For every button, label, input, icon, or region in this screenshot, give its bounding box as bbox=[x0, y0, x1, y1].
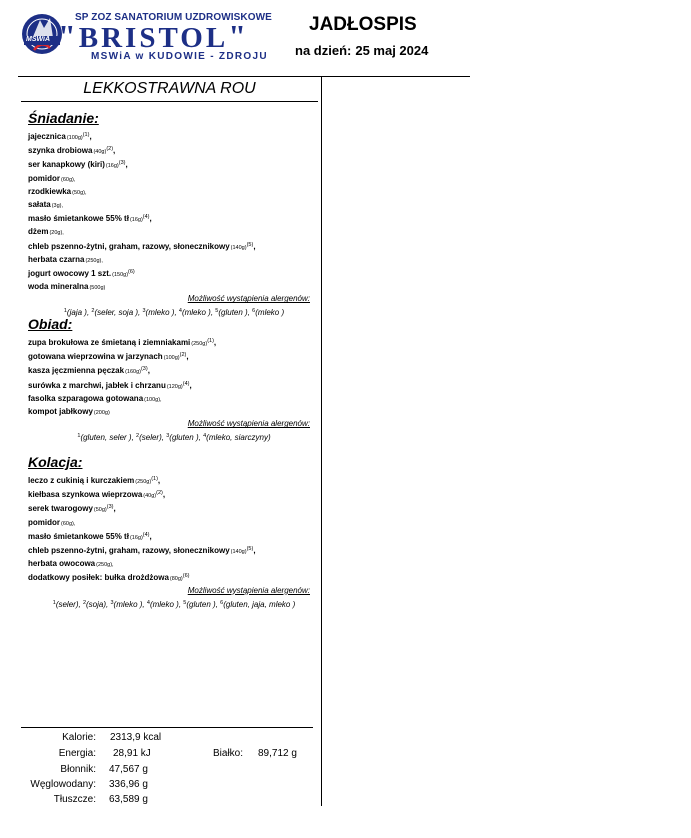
allergen-number: 1 bbox=[77, 433, 81, 440]
date-label: na dzień: bbox=[295, 43, 352, 58]
allergen-separator: , bbox=[142, 599, 147, 609]
column-divider bbox=[321, 76, 322, 806]
meal-section-breakfast bbox=[28, 110, 320, 319]
allergen-text: (mleko ) bbox=[255, 308, 285, 318]
item-separator: , bbox=[162, 490, 166, 500]
item-quantity: (16g) bbox=[105, 163, 119, 170]
allergen-text: (mleko ) bbox=[149, 599, 179, 609]
item-name: jogurt owocowy 1 szt. bbox=[28, 269, 112, 279]
item-name: zupa brokułowa ze śmietaną i ziemniakami bbox=[28, 338, 191, 347]
meal-item bbox=[28, 571, 320, 585]
item-name: gotowana wieprzowina w jarzynach bbox=[28, 352, 163, 362]
meal-item bbox=[28, 350, 320, 364]
item-name: chleb pszenno-żytni, graham, razowy, słonecznikowy bbox=[28, 241, 230, 251]
energy-value: 28,91 kJ bbox=[113, 748, 151, 759]
fiber-value: 47,567 g bbox=[109, 764, 148, 775]
item-quantity: (140g) bbox=[230, 244, 247, 251]
allergen-text: (gluten, seler ) bbox=[80, 433, 132, 443]
allergen-number: 3 bbox=[110, 599, 114, 606]
allergen-ref: (6) bbox=[128, 269, 135, 276]
energy-label: Energia: bbox=[58, 748, 96, 759]
item-name: herbata owocowa bbox=[28, 559, 96, 569]
document-title: JADŁOSPIS bbox=[309, 14, 417, 35]
meal-title: Śniadanie: bbox=[28, 110, 99, 126]
item-quantity: (40g) bbox=[93, 149, 107, 156]
header-divider bbox=[18, 76, 470, 77]
allergen-heading: Możliwość wystąpienia alergenów: bbox=[187, 585, 310, 595]
item-quantity: (40g) bbox=[143, 493, 157, 500]
allergen-number: 2 bbox=[91, 308, 95, 315]
meal-item bbox=[28, 558, 320, 571]
meal-item bbox=[28, 517, 320, 530]
item-name: dżem bbox=[28, 227, 49, 237]
item-name: masło śmietankowe 55% tł bbox=[28, 531, 129, 541]
allergen-separator: , bbox=[215, 599, 221, 609]
item-quantity: (500g) bbox=[89, 285, 106, 292]
meal-item bbox=[28, 406, 320, 419]
item-name: surówka z marchwi, jabłek i chrzanu bbox=[28, 380, 166, 390]
item-separator: , bbox=[253, 546, 256, 556]
item-name: chleb pszenno-żytni, graham, razowy, słonecznikowy bbox=[28, 546, 230, 556]
item-separator: , bbox=[186, 352, 189, 362]
meal-item bbox=[28, 544, 320, 558]
item-separator: , bbox=[125, 160, 128, 170]
meal-section-dinner bbox=[28, 454, 320, 611]
carbs-value: 336,96 g bbox=[109, 779, 148, 790]
item-name: woda mineralna bbox=[28, 282, 89, 292]
allergen-ref: (3) bbox=[118, 160, 126, 167]
allergen-text: (mleko ) bbox=[145, 308, 175, 318]
nutrition-divider bbox=[21, 727, 313, 728]
allergen-separator: , bbox=[174, 308, 179, 318]
item-separator: , bbox=[157, 476, 161, 485]
allergen-number: 2 bbox=[136, 433, 140, 440]
meal-item bbox=[28, 336, 320, 350]
meal-item bbox=[28, 173, 320, 186]
allergen-text: (soja) bbox=[86, 599, 107, 609]
allergen-number: 3 bbox=[166, 433, 170, 440]
organization-name: SP ZOZ SANATORIUM UZDROWISKOWE bbox=[75, 12, 272, 23]
item-quantity: (250g), bbox=[96, 562, 114, 569]
allergen-number: 6 bbox=[252, 308, 256, 315]
item-name: fasolka szparagowa gotowana bbox=[28, 393, 144, 403]
item-name: kasza jęczmienna pęczak bbox=[28, 366, 125, 376]
allergen-number: 6 bbox=[220, 599, 224, 606]
allergen-separator: , bbox=[86, 308, 92, 318]
allergen-ref: (5) bbox=[246, 546, 254, 553]
item-quantity: (150g) bbox=[112, 272, 129, 279]
item-quantity: (60g), bbox=[61, 176, 76, 183]
item-quantity: (16g) bbox=[129, 534, 143, 541]
brand-name bbox=[58, 20, 249, 54]
item-quantity: (50g) bbox=[93, 507, 107, 514]
item-name: sałata bbox=[28, 200, 51, 210]
fat-label: Tłuszcze: bbox=[53, 794, 96, 805]
meal-item bbox=[28, 364, 320, 378]
allergen-ref: (4) bbox=[182, 380, 190, 387]
item-quantity: (20g), bbox=[49, 230, 64, 237]
allergen-separator: , bbox=[247, 308, 253, 318]
meal-title: Obiad: bbox=[28, 316, 73, 332]
meal-item bbox=[28, 226, 320, 239]
allergen-ref: (1) bbox=[207, 338, 214, 344]
meal-item bbox=[28, 158, 320, 172]
allergen-number: 4 bbox=[146, 599, 150, 606]
meal-item bbox=[28, 186, 320, 199]
logo-text: MSWiA bbox=[26, 36, 51, 43]
allergen-text: (seler, soja ) bbox=[94, 308, 139, 318]
allergen-number: 5 bbox=[215, 308, 219, 315]
diet-name: LEKKOSTRAWNA ROU bbox=[83, 80, 256, 97]
allergen-list bbox=[28, 430, 320, 444]
item-separator: , bbox=[149, 214, 152, 224]
carbs-label: Węglowodany: bbox=[30, 779, 96, 790]
allergen-number: 4 bbox=[203, 433, 207, 440]
meal-item bbox=[28, 530, 320, 544]
item-quantity: (60g), bbox=[61, 520, 76, 527]
item-separator: , bbox=[149, 531, 152, 541]
item-name: leczo z cukinią i kurczakiem bbox=[28, 476, 135, 485]
item-name: ser kanapkowy (kiri) bbox=[28, 160, 105, 170]
item-name: jajecznica bbox=[28, 132, 66, 141]
allergen-separator: , bbox=[78, 599, 83, 609]
calories-value: 2313,9 kcal bbox=[110, 732, 162, 743]
item-quantity: (120g) bbox=[166, 383, 183, 390]
item-name: pomidor bbox=[28, 517, 60, 527]
item-quantity: (50g), bbox=[72, 189, 87, 196]
item-name: kiełbasa szynkowa wieprzowa bbox=[28, 490, 143, 500]
meal-item bbox=[28, 488, 320, 502]
protein-value: 89,712 g bbox=[258, 748, 297, 759]
item-quantity: (100g) bbox=[66, 135, 83, 141]
allergen-text: (seler) bbox=[55, 599, 79, 609]
allergen-number: 4 bbox=[178, 308, 182, 315]
allergen-separator: , bbox=[138, 308, 143, 318]
allergen-ref: (6) bbox=[182, 573, 190, 580]
allergen-heading: Możliwość wystąpienia alergenów: bbox=[187, 294, 310, 304]
item-separator: , bbox=[147, 366, 150, 376]
allergen-separator: , bbox=[131, 433, 137, 443]
allergen-text: (mleko ) bbox=[113, 599, 143, 609]
meal-item bbox=[28, 199, 320, 212]
allergen-number: 1 bbox=[52, 599, 56, 606]
item-quantity: (100g), bbox=[144, 396, 162, 403]
item-separator: , bbox=[253, 241, 256, 251]
meal-item bbox=[28, 379, 320, 393]
allergen-separator: , bbox=[161, 433, 167, 443]
item-quantity: (3g), bbox=[51, 203, 63, 210]
allergen-ref: (3) bbox=[140, 366, 148, 373]
date-value: 25 maj 2024 bbox=[355, 43, 429, 58]
item-name: serek twarogowy bbox=[28, 504, 93, 514]
allergen-ref: (5) bbox=[246, 241, 254, 248]
meal-item bbox=[28, 144, 320, 158]
item-separator: , bbox=[189, 380, 192, 390]
allergen-text: (mleko ) bbox=[181, 308, 211, 318]
allergen-number: 1 bbox=[63, 308, 67, 315]
meal-item bbox=[28, 130, 320, 144]
allergen-text: (gluten ) bbox=[218, 308, 248, 318]
meal-item bbox=[28, 281, 320, 294]
item-name: dodatkowy posiłek: bułka drożdżowa bbox=[28, 573, 169, 583]
allergen-heading: Możliwość wystąpienia alergenów: bbox=[187, 419, 310, 429]
allergen-number: 5 bbox=[183, 599, 187, 606]
meal-item bbox=[28, 254, 320, 267]
allergen-separator: , bbox=[198, 433, 204, 443]
allergen-ref: (4) bbox=[142, 214, 150, 221]
item-name: kompot jabłkowy bbox=[28, 407, 93, 417]
item-quantity: (100g) bbox=[163, 355, 180, 362]
item-quantity: (80g) bbox=[169, 576, 183, 583]
calories-label: Kalorie: bbox=[62, 732, 96, 743]
meal-item bbox=[28, 393, 320, 406]
allergen-text: (gluten ) bbox=[169, 433, 199, 443]
item-quantity: (250g) bbox=[191, 341, 208, 347]
brand-quote-close: " bbox=[228, 18, 249, 54]
item-separator: , bbox=[89, 132, 92, 141]
item-quantity: (250g), bbox=[85, 257, 103, 264]
allergen-text: (seler) bbox=[139, 433, 162, 443]
menu-date bbox=[295, 43, 428, 58]
meal-items bbox=[28, 130, 320, 294]
item-quantity: (160g) bbox=[125, 369, 141, 376]
item-name: szynka drobiowa bbox=[28, 146, 93, 156]
allergen-ref: (1) bbox=[151, 476, 158, 482]
diet-divider bbox=[21, 101, 318, 102]
allergen-ref: (2) bbox=[156, 490, 163, 497]
allergen-number: 3 bbox=[142, 308, 146, 315]
allergen-text: (gluten, jaja, mleko ) bbox=[223, 599, 296, 609]
meal-section-lunch bbox=[28, 316, 320, 444]
item-name: masło śmietankowe 55% tł bbox=[28, 214, 129, 224]
brand-quote-open: " bbox=[58, 18, 79, 54]
item-quantity: (16g) bbox=[129, 217, 143, 224]
item-quantity: (200g) bbox=[93, 410, 110, 417]
item-separator: , bbox=[213, 338, 217, 347]
item-quantity: (140g) bbox=[230, 549, 247, 556]
fiber-label: Błonnik: bbox=[60, 764, 96, 775]
allergen-separator: , bbox=[178, 599, 184, 609]
allergen-ref: (1) bbox=[82, 132, 90, 138]
allergen-ref: (3) bbox=[106, 504, 114, 511]
meal-item bbox=[28, 240, 320, 254]
allergen-text: (mleko, siarczyny) bbox=[206, 433, 271, 443]
allergen-separator: , bbox=[106, 599, 111, 609]
allergen-number: 2 bbox=[82, 599, 86, 606]
allergen-separator: , bbox=[210, 308, 216, 318]
allergen-ref: (4) bbox=[142, 531, 150, 538]
item-name: herbata czarna bbox=[28, 254, 85, 264]
item-quantity: (250g) bbox=[135, 479, 152, 485]
meal-item bbox=[28, 474, 320, 488]
meal-item bbox=[28, 267, 320, 281]
item-separator: , bbox=[113, 504, 116, 514]
item-name: pomidor bbox=[28, 173, 60, 183]
allergen-text: (gluten ) bbox=[186, 599, 216, 609]
item-separator: , bbox=[113, 146, 116, 156]
item-name: rzodkiewka bbox=[28, 186, 72, 196]
meal-title: Kolacja: bbox=[28, 454, 83, 470]
allergen-list bbox=[28, 597, 320, 611]
meal-items bbox=[28, 474, 320, 586]
protein-label: Białko: bbox=[213, 748, 244, 759]
organization-location: MSWiA w KUDOWIE - ZDROJU bbox=[91, 51, 268, 62]
meal-item bbox=[28, 502, 320, 516]
meal-items bbox=[28, 336, 320, 419]
allergen-ref: (2) bbox=[106, 146, 114, 153]
brand-name-text: BRISTOL bbox=[78, 22, 229, 54]
meal-item bbox=[28, 212, 320, 226]
allergen-text: (jaja ) bbox=[66, 308, 87, 318]
fat-value: 63,589 g bbox=[109, 794, 148, 805]
allergen-ref: (2) bbox=[179, 352, 187, 359]
